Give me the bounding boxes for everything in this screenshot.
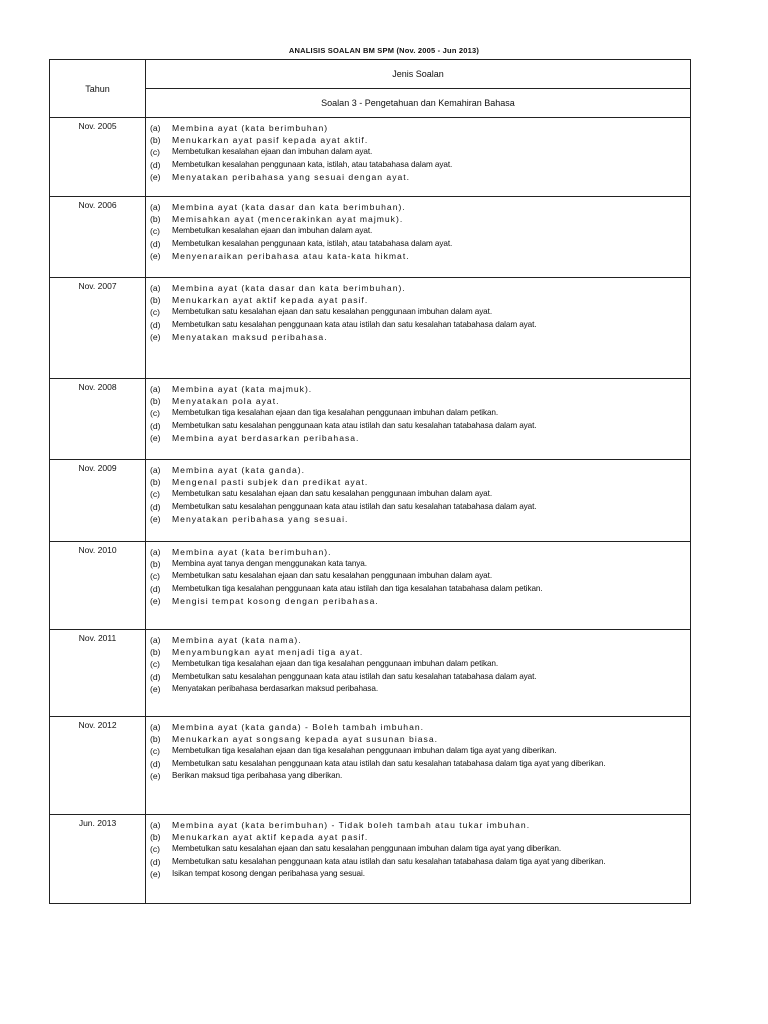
list-item (150, 432, 690, 444)
list-item (150, 658, 690, 670)
item-label: (c) (150, 307, 161, 318)
question-items-cell (146, 379, 691, 460)
table-row (50, 460, 691, 542)
item-text: Membina ayat (kata nama). (172, 635, 302, 645)
item-text: Membetulkan kesalahan penggunaan kata, istilah, atau tatabahasa dalam ayat. (172, 159, 453, 169)
item-text: Membetulkan kesalahan ejaan dan imbuhan dalam ayat. (172, 147, 373, 157)
item-text: Isikan tempat kosong dengan peribahasa yang sesuai. (172, 868, 365, 878)
item-text: Membetulkan kesalahan penggunaan kata, istilah, atau tatabahasa dalam ayat. (172, 238, 453, 248)
year-cell: Nov. 2007 (50, 278, 146, 379)
table-row (50, 630, 691, 717)
item-label: (c) (150, 659, 161, 670)
item-label: (a) (150, 384, 161, 394)
item-label: (b) (150, 559, 161, 570)
list-item (150, 395, 690, 407)
list-item (150, 831, 690, 843)
year-cell: Nov. 2012 (50, 717, 146, 815)
item-text: Membetulkan tiga kesalahan ejaan dan tiga kesalahan penggunaan imbuhan dalam tiga ayat yang diberikan. (172, 746, 557, 756)
list-item (150, 745, 690, 757)
table-row (50, 118, 691, 197)
question-items-cell (146, 197, 691, 278)
item-label: (c) (150, 147, 161, 158)
header-row (50, 60, 691, 89)
year-cell: Nov. 2005 (50, 118, 146, 197)
analysis-table (49, 59, 691, 904)
section-header: Soalan 3 - Pengetahuan dan Kemahiran Bahasa (146, 89, 691, 118)
item-label: (a) (150, 722, 161, 732)
list-item (150, 464, 690, 476)
list-item (150, 420, 690, 432)
item-text: Membina ayat (kata berimbuhan). (172, 547, 332, 557)
list-item (150, 282, 690, 294)
item-label: (a) (150, 465, 161, 475)
list-item (150, 819, 690, 831)
list-item (150, 513, 690, 525)
list-item (150, 407, 690, 419)
item-label: (c) (150, 408, 161, 419)
list-item (150, 488, 690, 500)
year-cell: Jun. 2013 (50, 815, 146, 904)
list-item (150, 558, 690, 570)
list-item (150, 856, 690, 868)
item-label: (b) (150, 396, 161, 407)
list-item (150, 770, 690, 782)
item-text: Membina ayat berdasarkan peribahasa. (172, 432, 360, 443)
item-text: Membetulkan satu kesalahan penggunaan kata atau istilah dan satu kesalahan tatabahasa dalam ayat. (172, 319, 537, 329)
list-item (150, 146, 690, 158)
list-item (150, 634, 690, 646)
list-item (150, 570, 690, 582)
item-text: Menukarkan ayat aktif kepada ayat pasif. (172, 295, 369, 306)
item-label: (b) (150, 734, 161, 745)
item-label: (d) (150, 420, 161, 431)
item-text: Membetulkan satu kesalahan penggunaan kata atau istilah dan satu kesalahan tatabahasa dalam ayat. (172, 671, 537, 681)
document-title: ANALISIS SOALAN BM SPM (Nov. 2005 - Jun 2013) (288, 46, 480, 55)
item-text: Membetulkan satu kesalahan penggunaan kata atau istilah dan satu kesalahan tatabahasa dalam tiga ayat yang diberikan. (172, 856, 606, 866)
item-text: Menyatakan peribahasa berdasarkan maksud peribahasa. (172, 683, 378, 693)
list-item (150, 250, 690, 262)
item-text: Mengisi tempat kosong dengan peribahasa. (172, 595, 379, 606)
item-text: Menyatakan pola ayat. (172, 396, 280, 407)
list-item (150, 501, 690, 513)
list-item (150, 159, 690, 171)
item-label: (e) (150, 171, 161, 182)
list-item (150, 646, 690, 658)
item-text: Menyatakan peribahasa yang sesuai dengan ayat. (172, 171, 411, 182)
item-label: (d) (150, 501, 161, 512)
list-item (150, 294, 690, 306)
question-items-cell (146, 278, 691, 379)
list-item (150, 319, 690, 331)
list-item (150, 721, 690, 733)
item-text: Menyatakan maksud peribahasa. (172, 331, 328, 342)
table-row (50, 542, 691, 630)
item-label: (b) (150, 295, 161, 306)
year-cell: Nov. 2009 (50, 460, 146, 542)
list-item (150, 171, 690, 183)
table-row (50, 379, 691, 460)
table-row (50, 197, 691, 278)
item-text: Membina ayat (kata ganda). (172, 465, 306, 475)
list-item (150, 201, 690, 213)
item-text: Membetulkan satu kesalahan ejaan dan satu kesalahan penggunaan imbuhan dalam tiga ayat yang diberikan. (172, 844, 561, 854)
list-item (150, 238, 690, 250)
list-item (150, 583, 690, 595)
item-text: Membina ayat (kata dasar dan kata berimbuhan). (172, 283, 406, 293)
year-column-header: Tahun (50, 60, 146, 118)
item-text: Menyenaraikan peribahasa atau kata-kata hikmat. (172, 250, 410, 261)
year-cell: Nov. 2008 (50, 379, 146, 460)
item-text: Membina ayat (kata berimbuhan) - Tidak boleh tambah atau tukar imbuhan. (172, 820, 531, 830)
item-text: Menyatakan peribahasa yang sesuai. (172, 513, 349, 524)
item-text: Membetulkan satu kesalahan ejaan dan satu kesalahan penggunaan imbuhan dalam ayat. (172, 307, 492, 317)
item-label: (d) (150, 319, 161, 330)
table-row (50, 278, 691, 379)
list-item (150, 595, 690, 607)
item-text: Membina ayat tanya dengan menggunakan kata tanya. (172, 559, 367, 569)
question-items-cell (146, 630, 691, 717)
item-text: Membina ayat (kata dasar dan kata berimbuhan). (172, 202, 406, 212)
list-item (150, 306, 690, 318)
year-cell: Nov. 2011 (50, 630, 146, 717)
item-text: Membina ayat (kata ganda) - Boleh tambah imbuhan. (172, 722, 425, 732)
question-items-cell (146, 460, 691, 542)
item-label: (a) (150, 547, 161, 557)
item-label: (e) (150, 595, 161, 606)
item-label: (b) (150, 477, 161, 488)
section-header-row (50, 89, 691, 118)
item-label: (e) (150, 331, 161, 342)
item-text: Menyambungkan ayat menjadi tiga ayat. (172, 647, 364, 658)
list-item (150, 225, 690, 237)
list-item (150, 546, 690, 558)
item-label: (c) (150, 844, 161, 855)
item-label: (d) (150, 583, 161, 594)
item-label: (e) (150, 513, 161, 524)
list-item (150, 476, 690, 488)
item-label: (d) (150, 159, 161, 170)
list-item (150, 213, 690, 225)
year-cell: Nov. 2010 (50, 542, 146, 630)
year-cell: Nov. 2006 (50, 197, 146, 278)
item-label: (d) (150, 671, 161, 682)
item-label: (a) (150, 283, 161, 293)
question-items-cell (146, 815, 691, 904)
list-item (150, 134, 690, 146)
item-label: (a) (150, 123, 161, 133)
list-item (150, 758, 690, 770)
question-items-cell (146, 118, 691, 197)
item-label: (e) (150, 432, 161, 443)
item-text: Menukarkan ayat pasif kepada ayat aktif. (172, 135, 369, 146)
item-text: Mengenal pasti subjek dan predikat ayat. (172, 477, 369, 488)
list-item (150, 671, 690, 683)
item-text: Memisahkan ayat (mencerakinkan ayat majmuk). (172, 214, 404, 225)
item-label: (d) (150, 758, 161, 769)
item-text: Membetulkan satu kesalahan ejaan dan satu kesalahan penggunaan imbuhan dalam ayat. (172, 489, 492, 499)
item-label: (e) (150, 250, 161, 261)
item-text: Membina ayat (kata berimbuhan) (172, 123, 329, 133)
item-text: Membetulkan tiga kesalahan ejaan dan tiga kesalahan penggunaan imbuhan dalam petikan. (172, 408, 499, 418)
item-text: Membetulkan satu kesalahan ejaan dan satu kesalahan penggunaan imbuhan dalam ayat. (172, 571, 492, 581)
list-item (150, 683, 690, 695)
item-text: Membina ayat (kata majmuk). (172, 384, 313, 394)
list-item (150, 383, 690, 395)
item-text: Membetulkan satu kesalahan penggunaan kata atau istilah dan satu kesalahan tatabahasa dalam ayat. (172, 501, 537, 511)
item-text: Menukarkan ayat aktif kepada ayat pasif. (172, 832, 369, 843)
item-label: (a) (150, 820, 161, 830)
item-label: (a) (150, 202, 161, 212)
item-label: (c) (150, 571, 161, 582)
table-row (50, 717, 691, 815)
item-text: Membetulkan tiga kesalahan penggunaan kata atau istilah dan tiga kesalahan tatabahasa dalam petikan. (172, 583, 543, 593)
table-row (50, 815, 691, 904)
item-text: Berikan maksud tiga peribahasa yang diberikan. (172, 770, 343, 780)
question-type-header: Jenis Soalan (146, 60, 691, 89)
item-label: (c) (150, 746, 161, 757)
item-label: (c) (150, 489, 161, 500)
item-label: (e) (150, 770, 161, 781)
item-label: (c) (150, 226, 161, 237)
item-text: Membetulkan kesalahan ejaan dan imbuhan dalam ayat. (172, 226, 373, 236)
list-item (150, 843, 690, 855)
item-text: Membetulkan satu kesalahan penggunaan kata atau istilah dan satu kesalahan tatabahasa dalam ayat. (172, 420, 537, 430)
item-label: (b) (150, 647, 161, 658)
item-label: (b) (150, 832, 161, 843)
item-label: (d) (150, 238, 161, 249)
item-label: (e) (150, 868, 161, 879)
list-item (150, 122, 690, 134)
item-label: (b) (150, 214, 161, 225)
list-item (150, 868, 690, 880)
item-label: (a) (150, 635, 161, 645)
list-item (150, 331, 690, 343)
list-item (150, 733, 690, 745)
item-label: (e) (150, 683, 161, 694)
question-items-cell (146, 717, 691, 815)
item-text: Menukarkan ayat songsang kepada ayat susunan biasa. (172, 734, 438, 745)
item-text: Membetulkan tiga kesalahan ejaan dan tiga kesalahan penggunaan imbuhan dalam petikan. (172, 659, 499, 669)
item-text: Membetulkan satu kesalahan penggunaan kata atau istilah dan satu kesalahan tatabahasa dalam tiga ayat yang diberikan. (172, 758, 606, 768)
question-items-cell (146, 542, 691, 630)
item-label: (b) (150, 135, 161, 146)
item-label: (d) (150, 856, 161, 867)
